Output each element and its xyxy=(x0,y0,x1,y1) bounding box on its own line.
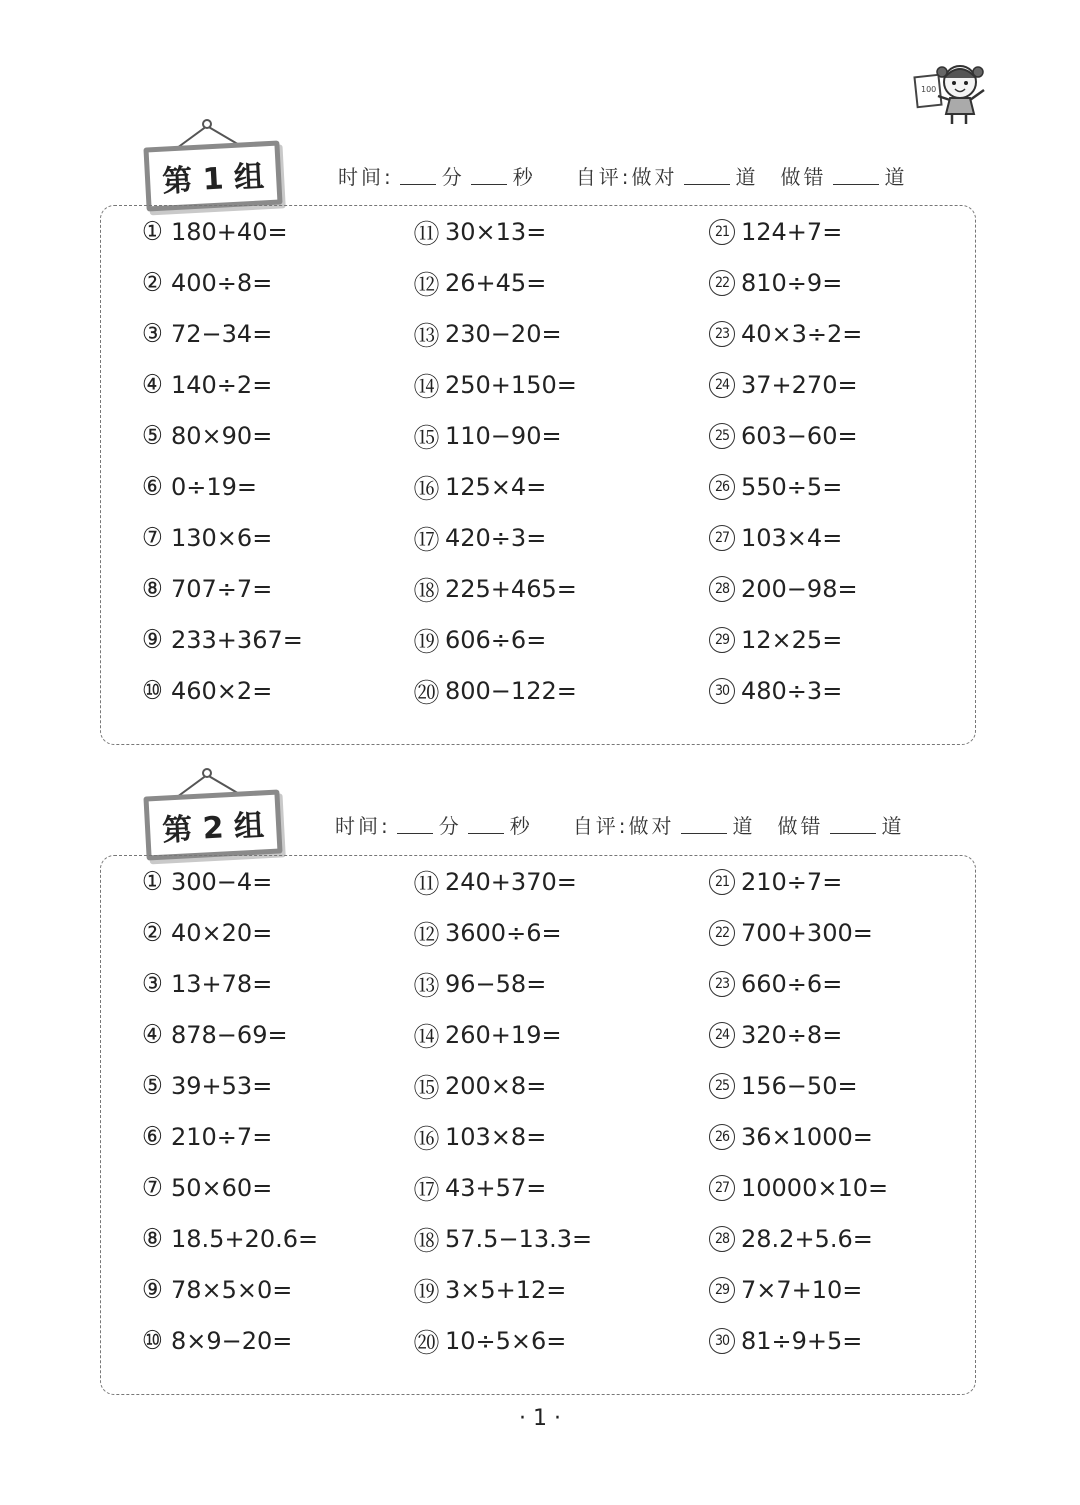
minutes-label: 分 xyxy=(438,813,462,838)
time-label: 时间: xyxy=(335,813,391,838)
problem-expression: 30×13= xyxy=(445,218,547,246)
problem-item xyxy=(413,1168,546,1208)
problem-number: ⑤ xyxy=(142,421,162,451)
problem-item xyxy=(139,518,272,558)
problem-number: ⑤ xyxy=(142,1071,162,1101)
seconds-blank[interactable] xyxy=(468,815,504,834)
problem-number: 25 xyxy=(709,423,735,449)
problem-number: 27 xyxy=(709,1175,735,1201)
problem-number: ⑰ xyxy=(413,1175,439,1206)
problem-expression: 78×5×0= xyxy=(171,1276,293,1304)
problem-item xyxy=(413,365,577,405)
problem-item xyxy=(413,964,546,1004)
problem-number: 24 xyxy=(709,372,735,398)
correct-unit-label: 道 xyxy=(732,813,756,838)
problem-item xyxy=(413,569,577,609)
problem-expression: 200−98= xyxy=(741,575,858,603)
problem-expression: 200×8= xyxy=(445,1072,547,1100)
problem-number: ⑱ xyxy=(413,576,439,607)
problem-item xyxy=(413,1219,592,1259)
problem-number: 26 xyxy=(709,1124,735,1150)
problem-number: ⑨ xyxy=(142,1275,162,1305)
problem-expression: 240+370= xyxy=(445,868,577,896)
problem-number: ⑧ xyxy=(142,1224,162,1254)
problem-expression: 300−4= xyxy=(171,868,273,896)
problem-item xyxy=(709,1321,862,1361)
problem-number: 22 xyxy=(709,920,735,946)
problem-expression: 210÷7= xyxy=(171,1123,273,1151)
minutes-blank[interactable] xyxy=(400,166,436,185)
problem-item xyxy=(709,1219,873,1259)
wrong-unit-label: 道 xyxy=(881,813,905,838)
problem-item xyxy=(413,913,562,953)
problem-expression: 125×4= xyxy=(445,473,547,501)
problem-item xyxy=(139,569,272,609)
problem-number: ⑫ xyxy=(413,270,439,301)
problem-expression: 3×5+12= xyxy=(445,1276,567,1304)
correct-count-blank[interactable] xyxy=(684,166,730,185)
problem-item xyxy=(413,620,546,660)
problem-item xyxy=(139,416,272,456)
problem-expression: 10÷5×6= xyxy=(445,1327,567,1355)
problem-expression: 96−58= xyxy=(445,970,547,998)
problem-number: ⑳ xyxy=(413,1328,439,1359)
problem-number: 21 xyxy=(709,219,735,245)
problem-number: 30 xyxy=(709,678,735,704)
problem-number: ⑭ xyxy=(413,372,439,403)
group-1-title: 第 1 组 xyxy=(161,159,265,200)
problem-number: ③ xyxy=(142,969,162,999)
correct-unit-label: 道 xyxy=(735,164,759,189)
problem-number: ⑳ xyxy=(413,678,439,709)
group-2-problem-box xyxy=(100,855,976,1395)
self-eval-correct-label: 自评:做对 xyxy=(575,164,678,189)
problem-number: ⑬ xyxy=(413,971,439,1002)
group-1-sign xyxy=(145,132,287,214)
seconds-label: 秒 xyxy=(512,164,536,189)
problem-item xyxy=(413,1117,546,1157)
problem-number: 22 xyxy=(709,270,735,296)
problem-number: 26 xyxy=(709,474,735,500)
problem-expression: 878−69= xyxy=(171,1021,288,1049)
problem-expression: 603−60= xyxy=(741,422,858,450)
wrong-label: 做错 xyxy=(780,164,827,189)
problem-number: ⑬ xyxy=(413,321,439,352)
problem-expression: 43+57= xyxy=(445,1174,547,1202)
problem-item xyxy=(709,416,858,456)
problem-expression: 156−50= xyxy=(741,1072,858,1100)
minutes-label: 分 xyxy=(441,164,465,189)
problem-number: ⑦ xyxy=(142,523,162,553)
problem-expression: 606÷6= xyxy=(445,626,547,654)
problem-item xyxy=(413,1321,566,1361)
seconds-blank[interactable] xyxy=(471,166,507,185)
minutes-blank[interactable] xyxy=(397,815,433,834)
group-2-title: 第 2 组 xyxy=(161,808,265,849)
problem-number: ⑭ xyxy=(413,1022,439,1053)
problem-item xyxy=(139,365,272,405)
problem-item xyxy=(139,913,272,953)
problem-item xyxy=(413,1066,546,1106)
problem-item xyxy=(709,862,842,902)
problem-item xyxy=(709,1117,873,1157)
problem-expression: 233+367= xyxy=(171,626,303,654)
problem-number: 29 xyxy=(709,627,735,653)
problem-number: 25 xyxy=(709,1073,735,1099)
problem-expression: 10000×10= xyxy=(741,1174,889,1202)
problem-item xyxy=(709,1168,888,1208)
problem-number: ① xyxy=(142,867,162,897)
problem-item xyxy=(139,1270,292,1310)
problem-item xyxy=(709,1066,858,1106)
problem-item xyxy=(709,518,842,558)
problem-expression: 420÷3= xyxy=(445,524,547,552)
problem-expression: 130×6= xyxy=(171,524,273,552)
group-2-sign xyxy=(145,781,287,863)
problem-item xyxy=(709,671,842,711)
problem-number: ④ xyxy=(142,1020,162,1050)
problem-number: ⑩ xyxy=(142,1326,162,1356)
problem-expression: 72−34= xyxy=(171,320,273,348)
wrong-count-blank[interactable] xyxy=(833,166,879,185)
problem-expression: 180+40= xyxy=(171,218,288,246)
problem-item xyxy=(709,1270,862,1310)
problem-number: 28 xyxy=(709,1226,735,1252)
problem-number: ⑥ xyxy=(142,1122,162,1152)
problem-number: 21 xyxy=(709,869,735,895)
problem-expression: 700+300= xyxy=(741,919,873,947)
problem-item xyxy=(139,1219,318,1259)
problem-number: ④ xyxy=(142,370,162,400)
wrong-unit-label: 道 xyxy=(884,164,908,189)
problem-expression: 40×3÷2= xyxy=(741,320,863,348)
problem-item xyxy=(709,620,842,660)
problem-expression: 460×2= xyxy=(171,677,273,705)
problem-expression: 480÷3= xyxy=(741,677,843,705)
problem-item xyxy=(139,314,272,354)
problem-number: ⑮ xyxy=(413,423,439,454)
problem-item xyxy=(709,569,858,609)
problem-item xyxy=(413,467,546,507)
problem-expression: 40×20= xyxy=(171,919,273,947)
problem-expression: 39+53= xyxy=(171,1072,273,1100)
problem-expression: 810÷9= xyxy=(741,269,843,297)
group-1-problem-box xyxy=(100,205,976,745)
problem-number: ① xyxy=(142,217,162,247)
problem-number: 23 xyxy=(709,321,735,347)
problem-item xyxy=(139,1321,292,1361)
problem-item xyxy=(139,212,288,252)
problem-expression: 37+270= xyxy=(741,371,858,399)
problem-number: ⑥ xyxy=(142,472,162,502)
problem-number: ⑧ xyxy=(142,574,162,604)
problem-item xyxy=(413,314,562,354)
problem-item xyxy=(709,1015,842,1055)
problem-expression: 260+19= xyxy=(445,1021,562,1049)
problem-number: ⑦ xyxy=(142,1173,162,1203)
problem-number: ③ xyxy=(142,319,162,349)
problem-number: ⑯ xyxy=(413,474,439,505)
problem-number: 27 xyxy=(709,525,735,551)
problem-expression: 57.5−13.3= xyxy=(445,1225,593,1253)
problem-item xyxy=(139,862,272,902)
problem-expression: 110−90= xyxy=(445,422,562,450)
problem-expression: 28.2+5.6= xyxy=(741,1225,873,1253)
problem-number: ⑰ xyxy=(413,525,439,556)
problem-item xyxy=(139,671,272,711)
problem-number: ⑲ xyxy=(413,1277,439,1308)
problem-item xyxy=(413,862,577,902)
wrong-count-blank[interactable] xyxy=(830,815,876,834)
problem-number: ② xyxy=(142,918,162,948)
problem-number: ⑪ xyxy=(413,219,439,250)
problem-expression: 36×1000= xyxy=(741,1123,873,1151)
problem-item xyxy=(139,620,303,660)
problem-item xyxy=(139,1015,288,1055)
problem-expression: 660÷6= xyxy=(741,970,843,998)
problem-expression: 0÷19= xyxy=(171,473,258,501)
time-label: 时间: xyxy=(338,164,394,189)
problem-item xyxy=(139,964,272,1004)
girl-mascot-icon xyxy=(912,58,992,128)
problem-number: ⑯ xyxy=(413,1124,439,1155)
problem-expression: 800−122= xyxy=(445,677,577,705)
problem-item xyxy=(709,314,862,354)
problem-expression: 225+465= xyxy=(445,575,577,603)
problem-item xyxy=(709,212,842,252)
problem-item xyxy=(139,1168,272,1208)
problem-number: 30 xyxy=(709,1328,735,1354)
problem-item xyxy=(709,467,842,507)
problem-number: 24 xyxy=(709,1022,735,1048)
problem-number: 23 xyxy=(709,971,735,997)
problem-expression: 550÷5= xyxy=(741,473,843,501)
problem-number: ⑱ xyxy=(413,1226,439,1257)
problem-expression: 3600÷6= xyxy=(445,919,562,947)
problem-expression: 18.5+20.6= xyxy=(171,1225,319,1253)
problem-item xyxy=(413,416,562,456)
problem-item xyxy=(139,263,272,303)
wrong-label: 做错 xyxy=(777,813,824,838)
problem-expression: 103×4= xyxy=(741,524,843,552)
group-2-header xyxy=(335,804,905,844)
problem-expression: 250+150= xyxy=(445,371,577,399)
problem-item xyxy=(413,518,546,558)
problem-expression: 400÷8= xyxy=(171,269,273,297)
problem-number: ⑩ xyxy=(142,676,162,706)
problem-expression: 320÷8= xyxy=(741,1021,843,1049)
problem-number: ⑮ xyxy=(413,1073,439,1104)
problem-item xyxy=(139,1066,272,1106)
correct-count-blank[interactable] xyxy=(681,815,727,834)
problem-item xyxy=(139,1117,272,1157)
problem-item xyxy=(413,1015,562,1055)
problem-expression: 140÷2= xyxy=(171,371,273,399)
problem-item xyxy=(413,263,546,303)
problem-item xyxy=(709,365,858,405)
problem-item xyxy=(413,212,546,252)
problem-expression: 80×90= xyxy=(171,422,273,450)
problem-item xyxy=(139,467,257,507)
problem-item xyxy=(709,964,842,1004)
problem-expression: 81÷9+5= xyxy=(741,1327,863,1355)
problem-expression: 7×7+10= xyxy=(741,1276,863,1304)
problem-number: 28 xyxy=(709,576,735,602)
problem-expression: 707÷7= xyxy=(171,575,273,603)
problem-expression: 13+78= xyxy=(171,970,273,998)
seconds-label: 秒 xyxy=(509,813,533,838)
problem-item xyxy=(709,913,873,953)
svg-text:100: 100 xyxy=(921,85,937,94)
problem-expression: 50×60= xyxy=(171,1174,273,1202)
problem-number: ② xyxy=(142,268,162,298)
problem-number: ⑨ xyxy=(142,625,162,655)
problem-item xyxy=(709,263,842,303)
self-eval-correct-label: 自评:做对 xyxy=(572,813,675,838)
problem-number: ⑲ xyxy=(413,627,439,658)
problem-number: 29 xyxy=(709,1277,735,1303)
problem-item xyxy=(413,1270,566,1310)
problem-expression: 26+45= xyxy=(445,269,547,297)
problem-expression: 8×9−20= xyxy=(171,1327,293,1355)
problem-expression: 103×8= xyxy=(445,1123,547,1151)
problem-expression: 124+7= xyxy=(741,218,843,246)
problem-number: ⑫ xyxy=(413,920,439,951)
problem-expression: 230−20= xyxy=(445,320,562,348)
problem-expression: 210÷7= xyxy=(741,868,843,896)
problem-item xyxy=(413,671,577,711)
group-1-header xyxy=(338,155,908,195)
problem-number: ⑪ xyxy=(413,869,439,900)
page-number: · 1 · xyxy=(519,1406,561,1431)
problem-expression: 12×25= xyxy=(741,626,843,654)
